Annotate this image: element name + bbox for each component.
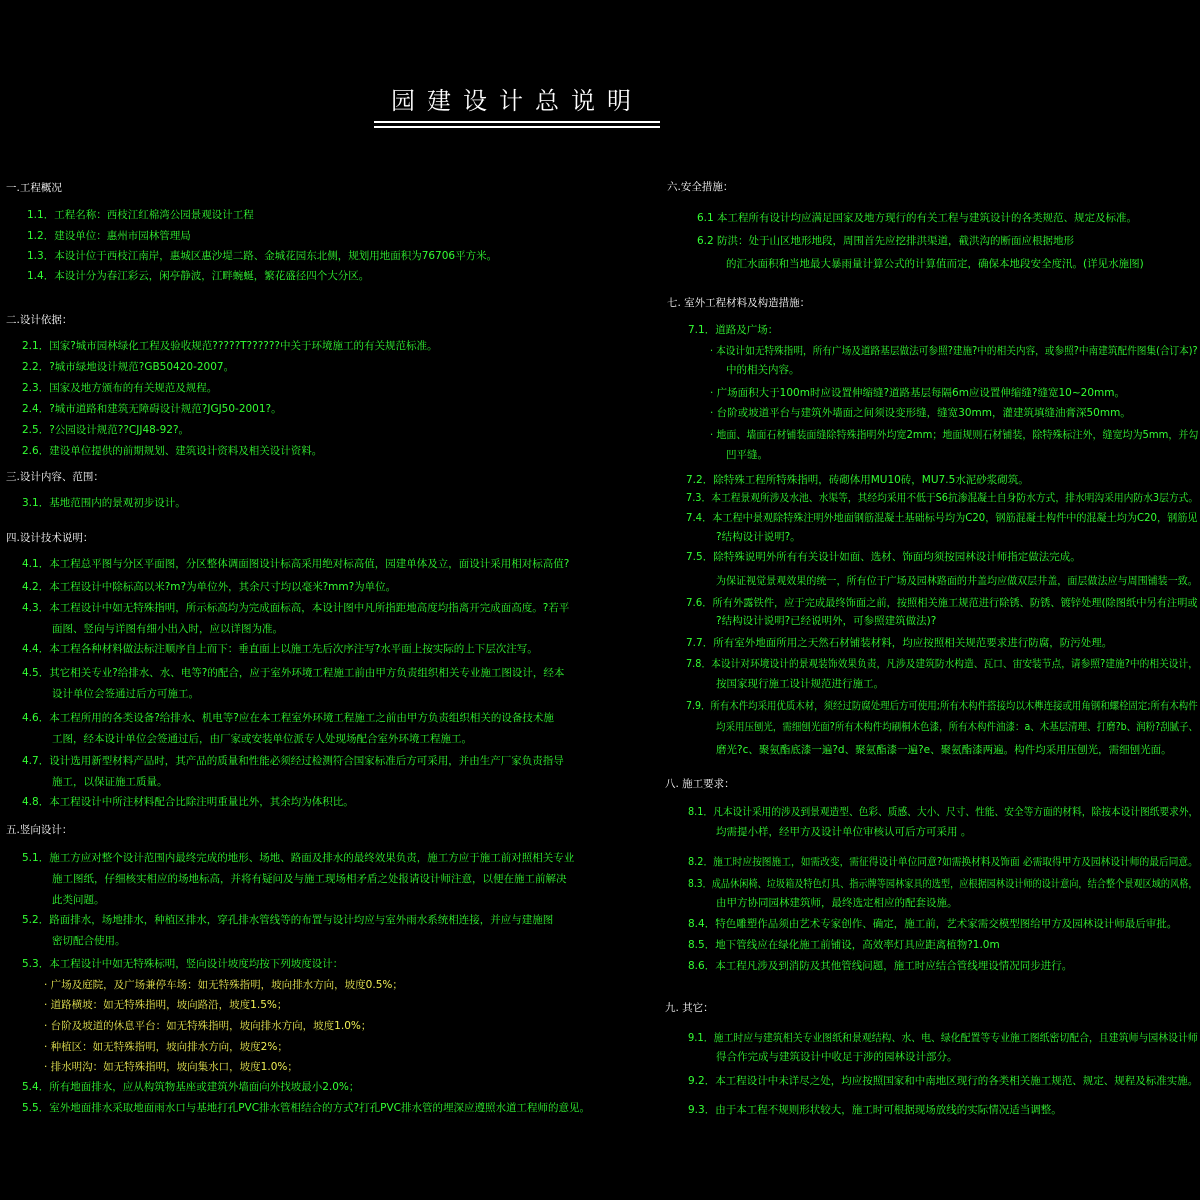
text-line: 5.1．施工方应对整个设计范围内最终完成的地形、场地、路面及排水的最终效果负责，施工方应于施工前对照相关专业: [22, 852, 575, 864]
text-line: 8.3．成品休闲椅、垃圾箱及特色灯具、指示牌等园林家具的选型，应根据园林设计师的设计意向，结合整个景观区域的风格，: [688, 878, 1198, 890]
text-line: 8.4．特色雕塑作品须由艺术专家创作、确定，施工前，艺术家需交模型图给甲方及园林设计师最后审批。: [688, 918, 1178, 930]
text-line: 9.1．施工时应与建筑相关专业图纸和景观结构、水、电、绿化配置等专业施工图纸密切配合，且建筑师与园林设计师: [688, 1032, 1198, 1044]
text-line: ?结构设计说明?已经说明外，可参照建筑做法)?: [716, 615, 937, 627]
text-line: 得合作完成与建筑设计中收足于涉的园林设计部分。: [716, 1051, 958, 1063]
text-line: 中的相关内容。: [726, 364, 800, 376]
text-line: 由甲方协同园林建筑师，最终选定相应的配套设施。: [716, 897, 958, 909]
section-heading: 二.设计依据：: [6, 314, 73, 326]
text-line: 工图，经本设计单位会签通过后，由厂家或安装单位派专人处现场配合室外环境工程施工。: [52, 733, 472, 745]
bullet-line: · 台阶或坡道平台与建筑外墙面之间须设变形缝，缝宽30mm，灌建筑填缝油膏深50mm。: [710, 407, 1131, 419]
text-line: 7.2．除特殊工程所特殊指明，砖砌体用MU10砖，MU7.5水泥砂浆砌筑。: [686, 474, 1029, 486]
text-line: 2.3．国家及地方颁布的有关规范及规程。: [22, 382, 218, 394]
text-line: 5.5．室外地面排水采取地面雨水口与基地打孔PVC排水管相结合的方式?打孔PVC排水管的埋深应遵照水道工程师的意见。: [22, 1102, 590, 1114]
section-heading: 三.设计内容、范围：: [6, 471, 104, 483]
bullet-line: · 种植区：如无特殊指明，坡向排水方向，坡度2%；: [44, 1041, 288, 1053]
text-line: 7.6．所有外露铁件，应于完成最终饰面之前，按照相关施工规范进行除锈、防锈、镀锌处理(除图纸中另有注明或: [686, 597, 1198, 609]
text-line: 6.2 防洪：处于山区地形地段，周围首先应挖排洪渠道，截洪沟的断面应根据地形: [697, 235, 1075, 247]
text-line: 的汇水面积和当地最大暴雨量计算公式的计算值而定，确保本地段安全度汛。(详见水施图): [726, 258, 1144, 270]
text-line: 4.8．本工程设计中所注材料配合比除注明重量比外，其余均为体积比。: [22, 796, 354, 808]
text-line: 9.3．由于本工程不规则形状较大，施工时可根据现场放线的实际情况适当调整。: [688, 1104, 1062, 1116]
text-line: 2.6．建设单位提供的前期规划、建筑设计资料及相关设计资料。: [22, 445, 323, 457]
text-line: 凹平缝。: [726, 449, 768, 461]
text-line: 4.7．设计选用新型材料产品时，其产品的质量和性能必须经过检测符合国家标准后方可采用，并由生产厂家负责指导: [22, 755, 564, 767]
text-line: 1.1．工程名称：西枝江红棉湾公园景观设计工程: [27, 209, 254, 221]
text-line: 3.1．基地范围内的景观初步设计。: [22, 497, 186, 509]
text-line: 8.2．施工时应按图施工，如需改变，需征得设计单位同意?如需换材料及饰面 必需取得甲方及园林设计师的最后同意。: [688, 856, 1198, 868]
text-line: 7.7．所有室外地面所用之天然石材铺装材料，均应按照相关规范要求进行防腐，防污处理。: [686, 637, 1113, 649]
text-line: 4.6．本工程所用的各类设备?给排水、机电等?应在本工程室外环境工程施工之前由甲方负责组织相关的设备技术施: [22, 712, 554, 724]
page-title: 园建设计总说明: [391, 87, 643, 115]
text-line: 施工图纸，仔细核实相应的场地标高，并将有疑问及与施工现场相矛盾之处报请设计师注意，以便在施工前解决: [52, 873, 567, 885]
text-line: 为保证视觉景观效果的统一，所有位于广场及园林路面的井盖均应做双层井盖，面层做法应与周围铺装一致。: [716, 575, 1198, 587]
text-line: 设计单位会签通过后方可施工。: [52, 688, 199, 700]
text-line: 7.9．所有木件均采用优质木材，须经过防腐处理后方可使用;所有木构件搭接均以木榫连接或用角钢和螺栓固定;所有木构件: [686, 700, 1198, 712]
bullet-line: · 广场及庭院，及广场兼停车场：如无特殊指明，坡向排水方向，坡度0.5%；: [44, 979, 403, 991]
text-line: 4.2．本工程设计中除标高以米?m?为单位外，其余尺寸均以毫米?mm?为单位。: [22, 581, 397, 593]
text-line: 5.4．所有地面排水，应从构筑物基座或建筑外墙面向外找坡最小2.0%；: [22, 1081, 360, 1093]
section-heading: 八. 施工要求：: [665, 778, 735, 790]
bullet-line: · 道路横坡：如无特殊指明，坡向路沿，坡度1.5%；: [44, 999, 288, 1011]
text-line: 7.4．本工程中景观除特殊注明外地面钢筋混凝土基础标号均为C20，钢筋混凝土构件中的混凝土均为C20，钢筋见: [686, 512, 1198, 524]
text-line: 4.3．本工程设计中如无特殊指明，所示标高均为完成面标高，本设计图中凡所指距地高度均指离开完成面高度。?若平: [22, 602, 570, 614]
text-line: 磨光?c、聚氨酯底漆一遍?d、聚氨酯漆一遍?e、聚氨酯漆两遍。构件均采用压刨光，需细刨光面。: [716, 744, 1172, 756]
text-line: 1.2．建设单位：惠州市园林管理局: [27, 230, 191, 242]
text-line: 2.4．?城市道路和建筑无障碍设计规范?JGJ50-2001?。: [22, 403, 282, 415]
text-line: 4.1．本工程总平图与分区平面图，分区整体调面图设计标高采用绝对标高值，园建单体及立，面设计采用相对标高值?: [22, 558, 570, 570]
text-line: 5.2．路面排水，场地排水，种植区排水，穿孔排水管线等的布置与设计均应与室外雨水系统相连接，并应与建施图: [22, 914, 554, 926]
bullet-line: · 排水明沟：如无特殊指明，坡向集水口，坡度1.0%；: [44, 1061, 298, 1073]
text-line: 密切配合使用。: [52, 935, 126, 947]
text-line: 2.1．国家?城市园林绿化工程及验收规范?????T??????中关于环境施工的有关规范标准。: [22, 340, 438, 352]
text-line: 8.6．本工程凡涉及到消防及其他管线问题，施工时应结合管线埋设情况同步进行。: [688, 960, 1073, 972]
text-line: 7.8．本设计对环境设计的景观装饰效果负责，凡涉及建筑防水构造、瓦口、宙安装节点，请参照?建施?中的相关设计，: [686, 658, 1198, 670]
text-line: 9.2．本工程设计中未详尽之处，均应按照国家和中南地区现行的各类相关施工规范、规定、规程及标准实施。: [688, 1075, 1199, 1087]
text-line: 此类问题。: [52, 894, 105, 906]
text-line: 5.3．本工程设计中如无特殊标明，竖向设计坡度均按下列坡度设计：: [22, 958, 344, 970]
bullet-line: · 本设计如无特殊指明，所有广场及道路基层做法可参照?建施?中的相关内容，或参照?中南建筑配件图集(合订本)?: [710, 345, 1198, 357]
text-line: ?结构设计说明?。: [716, 531, 801, 543]
text-line: 7.3．本工程景观所涉及水池、水渠等，其经均采用不低于S6抗渗混凝土自身防水方式，排水明沟采用内防水3层方式。: [686, 492, 1199, 504]
text-line: 7.5．除特殊说明外所有有关设计如面、选材、饰面均须按园林设计师指定做法完成。: [686, 551, 1081, 563]
text-line: 4.5．其它相关专业?给排水、水、电等?的配合，应于室外环境工程施工前由甲方负责组织相关专业施工图设计，经本: [22, 667, 565, 679]
section-heading: 九. 其它：: [665, 1002, 714, 1014]
text-line: 1.3．本设计位于西枝江南岸，惠城区惠沙堤二路、金城花园东北侧，规划用地面积为76706平方米。: [27, 250, 498, 262]
text-line: 8.5．地下管线应在绿化施工前铺设，高效率灯具应距离植物?1.0m: [688, 939, 1000, 951]
text-line: 8.1．凡本设计采用的涉及到景观造型、色彩、质感、大小、尺寸、性能、安全等方面的材料，除按本设计图纸要求外，: [688, 806, 1199, 818]
text-line: 4.4．本工程各种材料做法标注顺序自上而下：垂直面上以施工先后次序注写?水平面上按实际的上下层次注写。: [22, 643, 538, 655]
section-heading: 四.设计技术说明：: [6, 532, 94, 544]
text-line: 均采用压刨光，需细刨光面?所有木构件均刷桐木色漆，所有木构件油漆：a、木基层清理、打磨?b、润粉?刮腻子、: [716, 721, 1199, 733]
text-line: 均需提小样，经甲方及设计单位审核认可后方可采用 。: [716, 826, 972, 838]
section-heading: 五.竖向设计：: [6, 824, 73, 836]
section-heading: 七. 室外工程材料及构造措施：: [667, 297, 811, 309]
text-line: 7.1．道路及广场：: [688, 324, 779, 336]
text-line: 2.5．?公园设计规范??CJJ48-92?。: [22, 424, 190, 436]
text-line: 面图、竖向与详图有细小出入时，应以详图为准。: [52, 623, 283, 635]
section-heading: 一.工程概况: [6, 182, 62, 194]
text-line: 6.1 本工程所有设计均应满足国家及地方现行的有关工程与建筑设计的各类规范、规定及标准。: [697, 212, 1138, 224]
text-line: 按国家现行施工设计规范进行施工。: [716, 678, 884, 690]
text-line: 施工，以保证施工质量。: [52, 776, 168, 788]
bullet-line: · 台阶及坡道的休息平台：如无特殊指明，坡向排水方向，坡度1.0%；: [44, 1020, 372, 1032]
bullet-line: · 地面、墙面石材铺装面缝除特殊指明外均宽2mm；地面规则石材铺装，除特殊标注外，缝宽均为5mm，并勾: [710, 429, 1199, 441]
bullet-line: · 广场面积大于100m时应设置伸缩缝?道路基层每隔6m应设置伸缩缝?缝宽10~20mm。: [710, 387, 1125, 399]
section-heading: 六.安全措施：: [667, 181, 734, 193]
text-line: 1.4．本设计分为春江彩云，闲亭静波，江畔蜿蜒，繁花盛径四个大分区。: [27, 270, 370, 282]
text-line: 2.2．?城市绿地设计规范?GB50420-2007。: [22, 361, 235, 373]
